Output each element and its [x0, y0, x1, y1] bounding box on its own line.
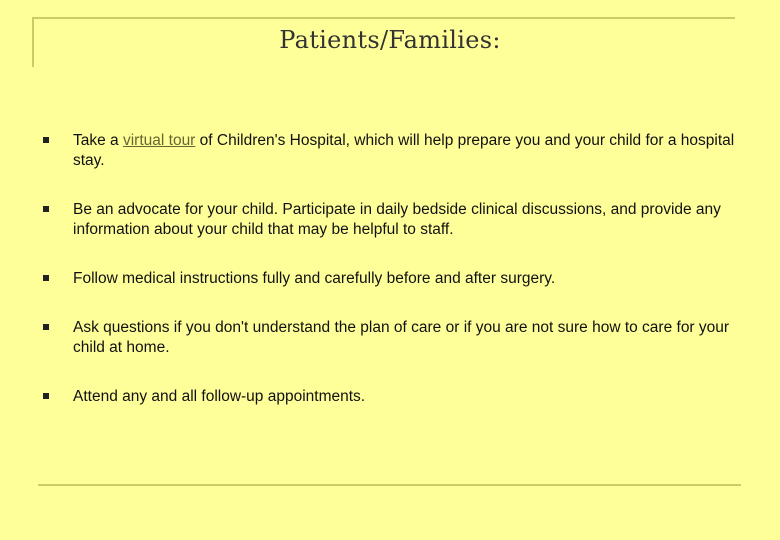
bullet-text: Attend any and all follow-up appointments.: [73, 388, 366, 405]
slide-title: Patients/Families:: [279, 26, 501, 54]
square-bullet-icon: [43, 206, 49, 212]
bullet-item-advocate: [40, 200, 740, 240]
frame-top-line: [32, 17, 735, 19]
square-bullet-icon: [43, 393, 49, 399]
bullet-text: Be an advocate for your child. Participate in daily bedside clinical discussions, and provide any information about your child that may be helpful to staff.: [73, 201, 721, 238]
bullet-text-before-link: Take a: [73, 132, 123, 149]
square-bullet-icon: [43, 324, 49, 330]
bullet-text: Ask questions if you don't understand the plan of care or if you are not sure how to care for your child at home.: [73, 319, 730, 356]
square-bullet-icon: [43, 275, 49, 281]
frame-bottom-line: [38, 484, 741, 486]
bullet-text-after-link: of Children's Hospital, which will help prepare you and your child for a hospital stay.: [73, 132, 735, 169]
virtual-tour-link[interactable]: virtual tour: [122, 132, 196, 149]
bullet-item-virtual-tour: [40, 131, 740, 171]
bullet-list: [40, 131, 740, 407]
bullet-text: Follow medical instructions fully and carefully before and after surgery.: [73, 270, 556, 287]
bullet-item-follow-up: [40, 387, 740, 407]
square-bullet-icon: [43, 137, 49, 143]
bullet-item-questions: [40, 318, 740, 358]
bullet-item-instructions: [40, 269, 740, 289]
bullet-text: [73, 131, 740, 171]
frame-left-line: [32, 17, 34, 67]
